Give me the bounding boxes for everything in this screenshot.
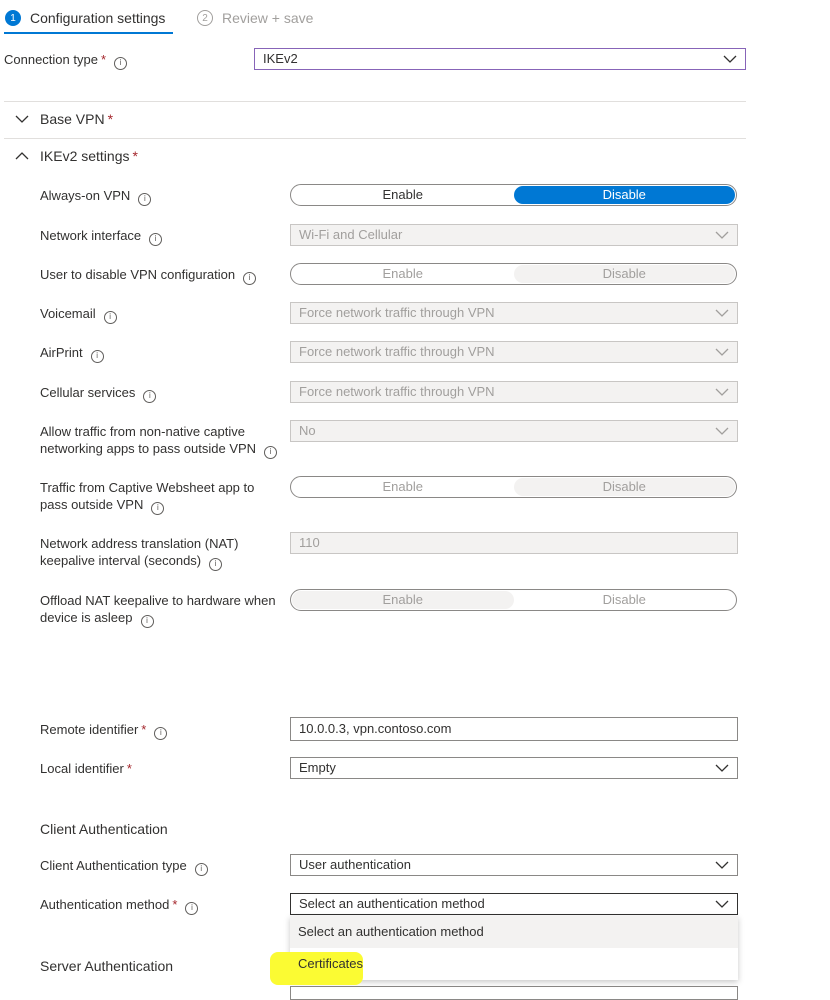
menu-option-certificates[interactable]: Certificates — [298, 956, 364, 971]
chevron-up-icon[interactable] — [14, 148, 30, 164]
chevron-down-icon — [715, 345, 729, 359]
enable-option[interactable]: Enable — [382, 479, 423, 494]
connection-type-value: IKEv2 — [263, 51, 298, 66]
always-on-vpn-toggle[interactable] — [290, 184, 737, 206]
voicemail-label: Voicemail i — [40, 305, 117, 324]
disable-option[interactable]: Disable — [602, 592, 646, 607]
disable-option[interactable]: Disable — [514, 478, 736, 496]
always-on-vpn-label: Always-on VPN i — [40, 187, 151, 206]
divider — [4, 101, 746, 102]
divider — [4, 138, 746, 139]
info-icon[interactable]: i — [149, 233, 162, 246]
chevron-down-icon — [715, 306, 729, 320]
airprint-dropdown[interactable]: Force network traffic through VPN — [290, 341, 738, 363]
ikev2-settings-header[interactable]: IKEv2 settings * — [40, 148, 138, 164]
cellular-services-dropdown[interactable]: Force network traffic through VPN — [290, 381, 738, 403]
server-authentication-heading: Server Authentication — [40, 958, 174, 974]
voicemail-dropdown[interactable]: Force network traffic through VPN — [290, 302, 738, 324]
chevron-down-icon[interactable] — [14, 111, 30, 127]
chevron-down-icon — [715, 897, 729, 911]
chevron-down-icon — [715, 385, 729, 399]
chevron-down-icon — [715, 761, 729, 775]
offload-nat-label: Offload NAT keepalive to hardware when device is asleep i — [40, 592, 276, 628]
info-icon[interactable]: i — [185, 902, 198, 915]
info-icon[interactable]: i — [195, 863, 208, 876]
info-icon[interactable]: i — [209, 558, 222, 571]
disable-option[interactable]: Disable — [514, 186, 736, 204]
local-identifier-label: Local identifier * — [40, 761, 132, 776]
info-icon[interactable]: i — [264, 446, 277, 459]
enable-option[interactable]: Enable — [382, 187, 423, 202]
step-review-save[interactable] — [197, 8, 313, 28]
user-disable-vpn-label: User to disable VPN configuration i — [40, 266, 256, 285]
client-auth-type-label: Client Authentication type i — [40, 857, 208, 876]
client-auth-type-dropdown[interactable]: User authentication — [290, 854, 738, 876]
server-auth-field[interactable] — [290, 986, 738, 1000]
info-icon[interactable]: i — [141, 615, 154, 628]
auth-method-dropdown[interactable]: Select an authentication method — [290, 893, 738, 915]
info-icon[interactable]: i — [154, 727, 167, 740]
remote-identifier-input[interactable]: 10.0.0.3, vpn.contoso.com — [290, 717, 738, 741]
chevron-down-icon — [715, 858, 729, 872]
auth-method-label: Authentication method * i — [40, 896, 198, 915]
websheet-label: Traffic from Captive Websheet app to pass outside VPN i — [40, 479, 254, 515]
info-icon[interactable]: i — [151, 502, 164, 515]
captive-apps-dropdown[interactable]: No — [290, 420, 738, 442]
user-disable-vpn-toggle[interactable] — [290, 263, 737, 285]
step-number-2: 2 — [197, 10, 213, 26]
info-icon[interactable]: i — [104, 311, 117, 324]
step-label: Configuration settings — [30, 10, 166, 26]
info-icon[interactable]: i — [243, 272, 256, 285]
network-interface-label: Network interface i — [40, 227, 162, 246]
network-interface-dropdown[interactable]: Wi-Fi and Cellular — [290, 224, 738, 246]
info-icon[interactable]: i — [138, 193, 151, 206]
client-authentication-heading: Client Authentication — [40, 821, 168, 837]
enable-option[interactable]: Enable — [292, 591, 514, 609]
connection-type-dropdown[interactable] — [254, 48, 746, 70]
info-icon[interactable]: i — [114, 57, 127, 70]
connection-type-label: Connection type * i — [4, 51, 127, 70]
nat-interval-label: Network address translation (NAT) keepalive interval (seconds) i — [40, 535, 238, 571]
airprint-label: AirPrint i — [40, 344, 104, 363]
base-vpn-header[interactable]: Base VPN * — [40, 111, 114, 127]
chevron-down-icon — [715, 424, 729, 438]
disable-option[interactable]: Disable — [514, 265, 736, 283]
info-icon[interactable]: i — [91, 350, 104, 363]
step-label: Review + save — [222, 10, 314, 26]
chevron-down-icon — [715, 228, 729, 242]
remote-identifier-label: Remote identifier * i — [40, 721, 167, 740]
local-identifier-dropdown[interactable]: Empty — [290, 757, 738, 779]
cellular-services-label: Cellular services i — [40, 384, 156, 403]
nat-interval-input[interactable]: 110 — [290, 532, 738, 554]
step-configuration-settings[interactable] — [5, 8, 165, 28]
chevron-down-icon — [723, 52, 737, 66]
info-icon[interactable]: i — [143, 390, 156, 403]
websheet-toggle[interactable] — [290, 476, 737, 498]
menu-option-select-method[interactable]: Select an authentication method — [290, 916, 738, 948]
enable-option[interactable]: Enable — [382, 266, 423, 281]
active-step-indicator — [4, 32, 173, 34]
offload-nat-toggle[interactable] — [290, 589, 737, 611]
captive-apps-label: Allow traffic from non-native captive networking apps to pass outside VPN i — [40, 423, 277, 459]
auth-method-menu — [290, 916, 738, 980]
step-number-1: 1 — [5, 10, 21, 26]
